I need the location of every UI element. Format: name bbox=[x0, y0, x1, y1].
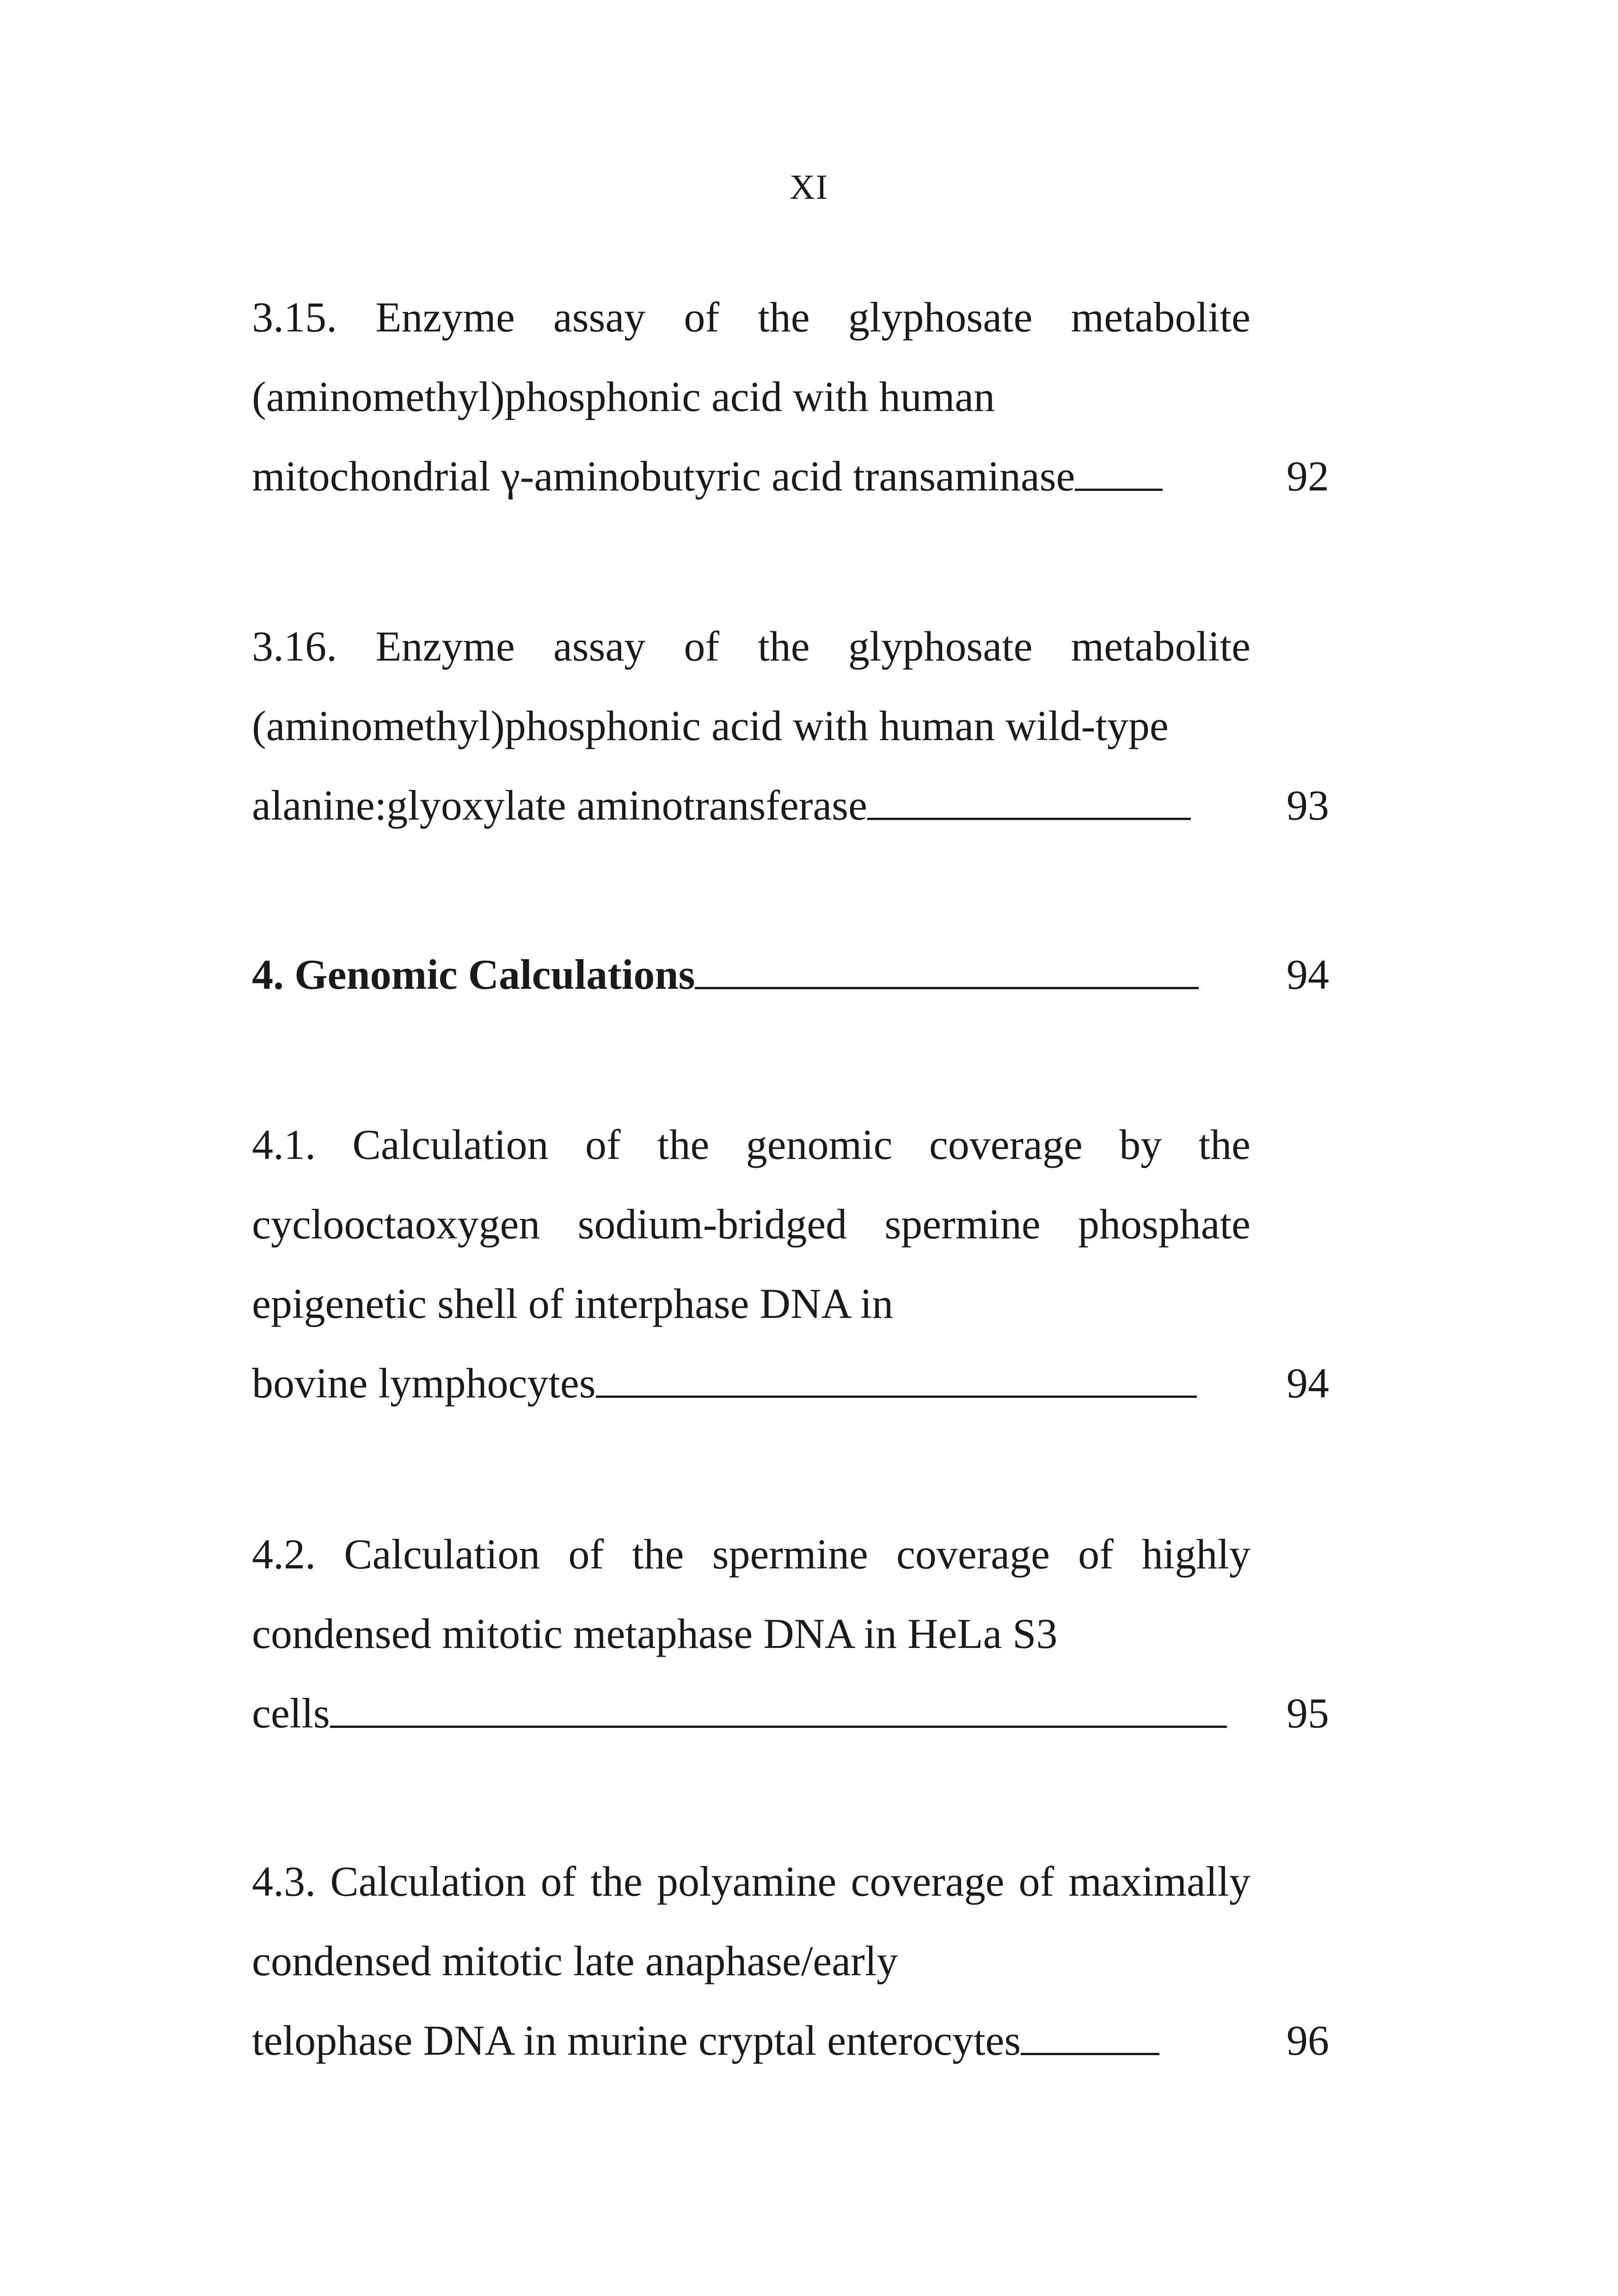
dot-leader bbox=[1075, 488, 1163, 491]
toc-entry-4-3[interactable] bbox=[252, 1842, 1329, 2080]
toc-entry-last-text: bovine lymphocytes bbox=[252, 1359, 596, 1407]
toc-entry-page: 92 bbox=[1287, 453, 1329, 500]
toc-entry-last-text: mitochondrial γ-aminobutyric acid transaminase bbox=[252, 453, 1075, 500]
page-number: XI bbox=[789, 168, 829, 207]
toc-entry-3-15[interactable] bbox=[252, 277, 1329, 516]
toc-entry-last-text: 4. Genomic Calculations bbox=[252, 951, 695, 998]
toc-entry-page: 93 bbox=[1287, 782, 1329, 829]
toc-entry-text: 4.2. Calculation of the spermine coverage of highly condensed mitotic metaphase DNA in HeLa S3 bbox=[252, 1531, 1250, 1657]
dot-leader bbox=[867, 817, 1191, 820]
toc-entry-text: 4.1. Calculation of the genomic coverage by the cyclooctaoxygen sodium-bridged spermine phosphate epigenetic shell of interphase DNA in bbox=[252, 1121, 1250, 1327]
dot-leader bbox=[695, 986, 1199, 989]
toc-entry-last-text: alanine:glyoxylate aminotransferase bbox=[252, 782, 867, 829]
toc-entry-text: 3.15. Enzyme assay of the glyphosate metabolite (aminomethyl)phosphonic acid with human bbox=[252, 294, 1250, 420]
toc-entry-page: 95 bbox=[1287, 1690, 1329, 1737]
toc-entry-last-line bbox=[252, 935, 1250, 1014]
dot-leader bbox=[1021, 2052, 1159, 2055]
toc-entry-4[interactable] bbox=[252, 935, 1329, 1014]
toc-entry-last-line bbox=[252, 2001, 1250, 2080]
toc-entry-page: 94 bbox=[1287, 1359, 1329, 1407]
toc-entry-last-line bbox=[252, 765, 1250, 845]
toc-entry-last-text: telophase DNA in murine cryptal enterocytes bbox=[252, 2017, 1021, 2064]
toc-entry-page: 96 bbox=[1287, 2017, 1329, 2064]
toc-entry-text: 4.3. Calculation of the polyamine coverage of maximally condensed mitotic late anaphase/early bbox=[252, 1858, 1250, 1984]
toc-entry-4-2[interactable] bbox=[252, 1514, 1329, 1753]
toc-entry-3-16[interactable] bbox=[252, 606, 1329, 845]
dot-leader bbox=[330, 1725, 1227, 1728]
toc-entry-page: 94 bbox=[1287, 951, 1329, 998]
toc-entry-last-line bbox=[252, 436, 1250, 516]
toc-entry-4-1[interactable] bbox=[252, 1105, 1329, 1423]
toc-entry-last-line bbox=[252, 1343, 1250, 1423]
toc-entry-last-text: cells bbox=[252, 1690, 330, 1737]
dot-leader bbox=[596, 1395, 1197, 1398]
toc-entry-last-line bbox=[252, 1673, 1250, 1753]
toc-entry-text: 3.16. Enzyme assay of the glyphosate metabolite (aminomethyl)phosphonic acid with human wild-type bbox=[252, 623, 1250, 749]
